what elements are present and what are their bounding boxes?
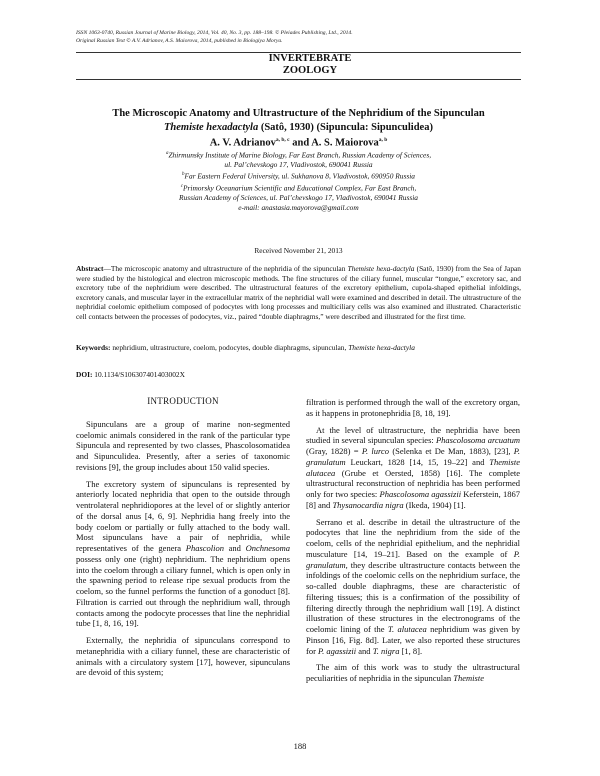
article-title: The Microscopic Anatomy and Ultrastructure of the Nephridium of the Sipunculan Themiste hexadactyla (Satô, 1930) (Sipuncula: Sipunculidea) (112, 108, 485, 133)
meta-original-line: Original Russian Text © A.V. Adrianov, A.S. Maiorova, 2014, published in Biologiya Morya. (76, 38, 283, 44)
section-rule-bottom (76, 79, 521, 80)
paragraph: The aim of this work was to study the ultrastructural peculiarities of nephridia in the sipunculan Themiste (306, 662, 520, 683)
doi-value[interactable]: 10.1134/S106307401403002X (92, 370, 185, 379)
keywords: Keywords: nephridium, ultrastructure, coelom, podocytes, double diaphragms, sipunculan, Themiste hexa-dactyla (76, 343, 415, 352)
paragraph: Sipunculans are a group of marine non-segmented coelomic animals considered in the rank of the particular type Sipuncula and represented by two classes, Phascolosomatidea and Sipunculidea. Presently, after a series of taxonomic revisions [9], the group includes about 150 valid species. (76, 418, 290, 472)
right-column (306, 397, 520, 690)
paragraph: Serrano et al. describe in detail the ultrastructure of the podocytes that line the nephridium from the side of the coelom, cells of the nephridial epithelium, and the nephridial musculature [14, 19–21]. Based on the example of P. granulatum, they describe ultrastructure contacts between the infoldings of the coelomic cells on the nephridium surface, the so-called double diaphragms, these are characteristic of filtering tissues; this is a confirmation of the possibility of filtering directly through the nephridium wall [19]. A distinct illustration of these structures in the electronograms of the coelomic lining of the T. alutacea nephridium was given by Pinson [16, Fig. 8d]. Later, we also reported these structures for P. agassizii and T. nigra [1, 8]. (306, 516, 521, 656)
abstract: Abstract—The microscopic anatomy and ultrastructure of the nephridia of the sipunculan Themiste hexa-dactyla (Satô, 1930) from the Sea of Japan were studied by the histological and electron microscopic methods. The fine structures of the ciliary funnel, muscular “tongue,” excretory sac, and excretory tube of the nephridium were described. The ultrastructural features of the excretory epithelium, cupola-shaped epithelial infoldings, excretory canals, and muscular layer in the extracellular matrix of the nephridial wall were examined and described in detail. The ultrastructure of the nephridial coelomic epithelium composed of podocytes with long processes and multiciliary cells was also examined and illustrated. Characteristic cell contacts between the processes of podocytes, viz., paired “double diaphragms,” were described and illustrated for the first time. (76, 264, 521, 321)
paragraph: At the level of ultrastructure, the nephridia have been studied in several sipunculan species: Phascolosoma arcuatum (Gray, 1828) = P. lurco (Selenka et De Man, 1883), [23], P. granulatum Leuckart, 1828 [14, 15, 19–22] and Themiste alutacea (Grube et Oersted, 1858) [16]. The complete ultrastructural reconstruction of nephridia has been performed only for two species: Phascolosoma agassizii Keferstein, 1867 [8] and Thysanocardia nigra (Ikeda, 1904) [1]. (306, 424, 520, 510)
journal-meta (76, 29, 536, 45)
email-link[interactable]: e-mail: anastasia.mayorova@gmail.com (238, 203, 359, 213)
introduction-heading: INTRODUCTION (147, 396, 219, 406)
paragraph: Externally, the nephridia of sipunculans correspond to metanephridia with a ciliary funnel, these are characteristic of animals with a circulatory system [17], however, sipunculans are devoid of this system; (76, 635, 290, 678)
author-list: A. V. Adrianov$^{a, b, c}$ and A. S. Maiorova$^{a, b}$ (209, 137, 388, 149)
page-number: 188 (293, 741, 307, 751)
affiliations: $^a$Zhirmunsky Institute of Marine Biology, Far East Branch, Russian Academy of Sciences, ul. Pal’chevskogo 17, Vladivostok, 690041 Russia $^b$Far Eastern Federal University, ul. Sukhanova 8, Vladivostok, 690950 Russia $^c$Primorsky Oceanarium Scientific and Educational Complex, Far East Branch, Russian Academy of Sciences, ul. Pal’chevskogo 17, Vladivostok, 690041 Russia e-mail: anastasia.mayorova@gmail.com (165, 150, 432, 213)
section-label: INVERTEBRATE ZOOLOGY (268, 53, 352, 76)
received-date: Received November 21, 2013 (254, 246, 343, 255)
meta-issn-line: ISSN 1063-0740, Russian Journal of Marine Biology, 2014, Vol. 40, No. 3, pp. 188–198. © Pleiades Publishing, Ltd., 2014. (76, 30, 353, 36)
author-2: A. S. Maiorova (311, 137, 379, 149)
author-1: A. V. Adrianov (209, 137, 276, 149)
left-column (76, 396, 290, 684)
paragraph: filtration is performed through the wall of the excretory organ, as it happens in protonephridia [8, 18, 19]. (306, 397, 520, 418)
paragraph: The excretory system of sipunculans is represented by anteriorly located nephridia that open to the outside through ventrolateral nephridiopores at the level of or slightly anterior of the dorsal anus [4, 6, 9]. Nephridia hang freely into the body coelom or partially or fully attached to the body wall. Most sipunculans have a pair of nephridia, while representatives of the genera Phascolion and Onchnesoma possess only one (right) nephridium. The nephridium opens into the coelom through a ciliary funnel, which is open only in the spawning period to release ripe sexual products from the coelom, so the funnel performs the function of a gonoduct [8]. Filtration is carried out through the nephridium wall, through contacts among the podocyte processes that line the nephridial tube [1, 8, 16, 19]. (76, 478, 290, 629)
doi: DOI: 10.1134/S106307401403002X (76, 370, 185, 379)
